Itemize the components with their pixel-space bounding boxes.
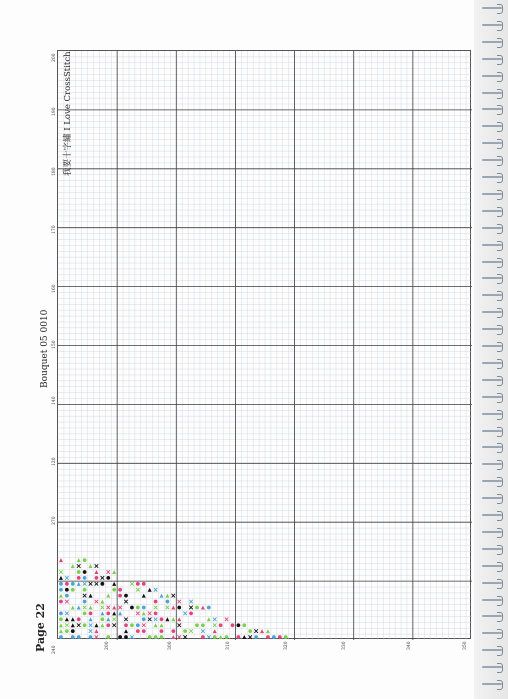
stitch-symbol xyxy=(136,612,140,616)
stitch-symbol xyxy=(83,594,87,598)
binding-ring xyxy=(482,156,504,165)
stitch-symbol xyxy=(219,623,223,627)
stitch-symbol xyxy=(106,594,110,598)
stitch-symbol xyxy=(95,576,99,580)
stitch-symbol xyxy=(71,617,75,621)
stitch-symbol xyxy=(154,623,158,627)
stitch-symbol xyxy=(130,582,134,586)
stitch-symbol xyxy=(266,635,270,639)
stitch-symbol xyxy=(148,618,152,622)
bottom-tick-label: 340 xyxy=(407,641,412,650)
stitch-symbol xyxy=(177,606,181,610)
binding-ring xyxy=(482,443,504,452)
stitch-symbol xyxy=(225,618,229,622)
binding-ring xyxy=(482,596,504,605)
binding-ring xyxy=(482,427,504,436)
stitch-symbol xyxy=(83,582,87,586)
binding-ring xyxy=(482,291,504,300)
stitch-symbol xyxy=(154,635,158,639)
binding-ring xyxy=(482,663,504,672)
stitch-symbol xyxy=(77,576,81,580)
stitch-symbol xyxy=(59,588,63,592)
binding-ring xyxy=(482,494,504,503)
stitch-symbol xyxy=(213,623,217,627)
stitch-symbol xyxy=(77,564,81,568)
binding-ring xyxy=(482,562,504,571)
binding-ring xyxy=(482,122,504,131)
left-tick-label: 190 xyxy=(52,107,57,116)
binding-ring xyxy=(482,139,504,148)
stitch-symbol xyxy=(65,582,69,586)
stitch-symbol xyxy=(225,635,229,639)
binding-ring xyxy=(482,173,504,182)
stitch-symbol xyxy=(130,623,134,627)
stitch-symbol xyxy=(136,629,140,633)
chart-grid xyxy=(58,51,472,640)
stitch-symbol xyxy=(112,588,116,592)
binding-ring xyxy=(482,477,504,486)
stitch-symbol xyxy=(160,617,164,621)
stitch-symbol xyxy=(171,635,175,639)
binding-ring xyxy=(482,89,504,98)
binding-ring xyxy=(482,38,504,47)
stitch-symbol xyxy=(242,635,246,639)
stitch-symbol xyxy=(100,623,104,627)
stitch-symbol xyxy=(136,588,140,592)
binding-ring xyxy=(482,190,504,199)
stitch-symbol xyxy=(124,618,128,622)
stitch-symbol xyxy=(201,623,205,627)
left-tick-label: 120 xyxy=(52,457,57,466)
stitch-symbol xyxy=(118,611,122,615)
stitch-symbol xyxy=(136,582,140,586)
stitch-symbol xyxy=(130,635,134,639)
left-tick-label: 160 xyxy=(52,284,57,293)
binding-ring xyxy=(482,274,504,283)
stitch-symbol xyxy=(260,629,264,633)
stitch-symbol xyxy=(159,594,163,598)
stitch-symbol xyxy=(213,635,217,639)
stitch-symbol xyxy=(59,600,63,604)
stitch-symbol xyxy=(83,623,87,627)
stitch-symbol xyxy=(124,629,128,633)
stitch-symbol xyxy=(89,635,93,639)
stitch-symbol xyxy=(254,629,258,633)
binding-ring xyxy=(482,545,504,554)
stitch-symbol xyxy=(59,617,63,621)
stitch-symbol xyxy=(59,576,63,580)
binding-ring xyxy=(482,308,504,317)
stitch-symbol xyxy=(101,576,105,580)
stitch-symbol xyxy=(154,618,158,622)
stitch-symbol xyxy=(106,576,110,580)
stitch-symbol xyxy=(165,617,169,621)
stitch-symbol xyxy=(189,611,193,615)
stitch-symbol xyxy=(207,635,211,639)
stitch-symbol xyxy=(160,629,164,633)
stitch-symbol xyxy=(77,617,81,621)
bottom-tick-label: 300 xyxy=(168,641,173,650)
stitch-symbol xyxy=(189,606,193,610)
stitch-symbol xyxy=(112,623,116,627)
stitch-symbol xyxy=(59,611,63,615)
binding-ring xyxy=(482,460,504,469)
stitch-symbol xyxy=(65,594,69,598)
stitch-symbol xyxy=(71,588,75,592)
stitch-symbol xyxy=(154,588,158,592)
stitch-symbol xyxy=(213,629,217,633)
stitch-symbol xyxy=(166,600,170,604)
stitch-symbol xyxy=(207,606,211,610)
stitch-symbol xyxy=(248,629,252,633)
stitch-symbol xyxy=(236,635,240,639)
binding-ring xyxy=(482,241,504,250)
binding-ring xyxy=(482,207,504,216)
stitch-symbol xyxy=(154,606,158,610)
stitch-symbol xyxy=(172,594,176,598)
stitch-symbol xyxy=(177,600,181,604)
stitch-symbol xyxy=(89,564,93,568)
left-tick-label: 150 xyxy=(52,340,57,349)
stitch-symbol xyxy=(159,623,163,627)
binding-ring xyxy=(482,72,504,81)
stitch-symbol xyxy=(100,600,104,604)
stitch-symbol xyxy=(195,623,199,627)
stitch-symbol xyxy=(124,594,128,598)
stitch-symbol xyxy=(95,582,99,586)
left-tick-label: 240 xyxy=(52,645,57,654)
binding-ring xyxy=(482,528,504,537)
stitch-symbol xyxy=(231,623,235,627)
binding-ring xyxy=(482,258,504,267)
stitch-symbol xyxy=(71,564,75,568)
stitch-symbol xyxy=(201,635,205,639)
stitch-symbol xyxy=(171,617,175,621)
stitch-symbol xyxy=(71,605,75,609)
stitch-symbol xyxy=(207,617,211,621)
stitch-symbol xyxy=(148,612,152,616)
stitch-symbol xyxy=(136,623,140,627)
stitch-symbol xyxy=(89,617,93,621)
stitch-symbol xyxy=(142,606,146,610)
stitch-symbol xyxy=(77,582,81,586)
stitch-symbol xyxy=(94,629,98,633)
left-tick-label: 180 xyxy=(52,167,57,176)
stitch-symbol xyxy=(106,611,110,615)
stitch-symbol xyxy=(65,588,69,592)
stitch-symbol xyxy=(236,623,240,627)
stitch-symbol xyxy=(160,635,164,639)
binding-ring xyxy=(482,629,504,638)
stitch-symbol xyxy=(71,623,75,627)
stitch-symbol xyxy=(59,558,63,562)
stitch-symbol xyxy=(100,611,104,615)
stitch-symbol xyxy=(77,558,81,562)
stitch-symbol xyxy=(59,635,63,639)
stitch-symbol xyxy=(59,570,63,574)
stitch-symbol xyxy=(201,629,205,633)
binding-ring xyxy=(482,224,504,233)
stitch-symbol xyxy=(71,635,75,639)
spiral-binding xyxy=(482,4,506,694)
stitch-symbol xyxy=(65,629,69,633)
stitch-symbol xyxy=(183,612,187,616)
binding-ring xyxy=(482,393,504,402)
stitch-symbol xyxy=(272,635,276,639)
stitch-symbol xyxy=(118,588,122,592)
stitch-symbol xyxy=(101,606,105,610)
stitch-symbol xyxy=(118,606,122,610)
brand-name: 我要十字繡 I Love CrossStitch xyxy=(63,51,73,176)
stitch-symbol xyxy=(83,600,87,604)
stitch-symbol xyxy=(83,576,87,580)
left-tick-label: 270 xyxy=(52,516,57,525)
binding-ring xyxy=(482,646,504,655)
stitch-symbol xyxy=(148,635,152,639)
stitch-symbol xyxy=(142,594,146,598)
stitch-symbol xyxy=(219,635,223,639)
stitch-symbol xyxy=(59,629,63,633)
stitch-symbol xyxy=(112,618,116,622)
stitch-symbol xyxy=(106,635,110,639)
stitch-symbol xyxy=(112,582,116,586)
stitch-symbol xyxy=(59,623,63,627)
stitch-symbol xyxy=(154,611,158,615)
stitch-symbol xyxy=(100,582,104,586)
stitch-symbol xyxy=(106,617,110,621)
stitch-symbol xyxy=(65,576,69,580)
binding-ring xyxy=(482,410,504,419)
binding-ring xyxy=(482,680,504,689)
stitch-symbol xyxy=(142,617,146,621)
stitch-symbol xyxy=(83,570,87,574)
stitch-symbol xyxy=(83,588,87,592)
binding-ring xyxy=(482,342,504,351)
stitch-symbol xyxy=(166,606,170,610)
binding-ring xyxy=(482,325,504,334)
stitch-symbol xyxy=(77,605,81,609)
stitch-symbol xyxy=(189,629,193,633)
stitch-symbol xyxy=(83,558,87,562)
cross-stitch-chart xyxy=(57,50,471,639)
stitch-symbol xyxy=(89,611,93,615)
stitch-symbol xyxy=(112,570,116,574)
stitch-symbol xyxy=(124,623,128,627)
stitch-symbol xyxy=(142,582,146,586)
stitch-symbol xyxy=(89,605,93,609)
binding-ring xyxy=(482,105,504,114)
stitch-symbol xyxy=(77,635,81,639)
stitch-symbol xyxy=(201,605,205,609)
stitch-symbol xyxy=(142,623,146,627)
page-number: Page 22 xyxy=(34,603,47,652)
stitch-symbol xyxy=(94,570,98,574)
stitch-symbol xyxy=(124,635,128,639)
stitch-symbol xyxy=(59,582,63,586)
stitch-symbol xyxy=(171,629,175,633)
binding-ring xyxy=(482,359,504,368)
binding-ring xyxy=(482,55,504,64)
stitch-symbol xyxy=(118,635,122,639)
left-tick-label: 200 xyxy=(52,53,57,62)
stitch-symbol xyxy=(77,570,81,574)
stitch-symbol xyxy=(94,623,98,627)
stitch-symbol xyxy=(112,605,116,609)
stitch-symbol xyxy=(65,612,69,616)
stitch-symbol xyxy=(118,594,122,598)
stitch-symbol xyxy=(89,623,93,627)
stitch-symbol xyxy=(142,611,146,615)
stitch-symbol xyxy=(183,629,187,633)
stitch-symbol xyxy=(106,606,110,610)
stitch-symbol xyxy=(124,600,128,604)
stitch-symbol xyxy=(148,588,152,592)
stitch-symbol xyxy=(254,635,258,639)
stitch-symbol xyxy=(65,600,69,604)
stitch-symbol xyxy=(284,635,288,639)
stitch-symbol xyxy=(177,617,181,621)
bottom-tick-label: 200 xyxy=(105,641,110,650)
binding-ring xyxy=(482,376,504,385)
stitch-symbol xyxy=(183,635,187,639)
stitch-symbol xyxy=(248,635,252,639)
stitch-symbol xyxy=(95,564,99,568)
bottom-tick-label: 320 xyxy=(284,641,289,650)
bottom-tick-label: 330 xyxy=(342,641,347,650)
stitch-symbol xyxy=(177,623,181,627)
stitch-symbol xyxy=(83,611,87,615)
stitch-symbol xyxy=(83,606,87,610)
stitch-symbol xyxy=(177,635,181,639)
binding-ring xyxy=(482,21,504,30)
stitch-symbol xyxy=(71,629,75,633)
stitch-symbol xyxy=(213,618,217,622)
stitch-symbol xyxy=(189,600,193,604)
stitch-symbol xyxy=(266,629,270,633)
left-tick-label: 170 xyxy=(52,225,57,234)
stitch-symbol xyxy=(95,600,99,604)
stitch-symbol xyxy=(106,570,110,574)
binding-ring xyxy=(482,579,504,588)
stitch-symbol xyxy=(112,611,116,615)
binding-ring xyxy=(482,511,504,520)
stitch-symbol xyxy=(95,635,99,639)
stitch-symbol xyxy=(242,623,246,627)
stitch-symbol xyxy=(130,606,134,610)
left-tick-label: 140 xyxy=(52,396,57,405)
stitch-symbol xyxy=(165,594,169,598)
stitch-symbol xyxy=(195,606,199,610)
stitch-symbol xyxy=(136,606,140,610)
bottom-tick-label: 350 xyxy=(463,641,468,650)
stitch-symbol xyxy=(154,600,158,604)
stitch-symbol xyxy=(59,594,63,598)
stitch-symbol xyxy=(89,629,93,633)
bottom-tick-label: 310 xyxy=(226,641,231,650)
stitch-symbol xyxy=(142,629,146,633)
stitch-symbol xyxy=(71,582,75,586)
binding-ring xyxy=(482,4,504,13)
binding-ring xyxy=(482,612,504,621)
stitch-symbol xyxy=(100,617,104,621)
stitch-symbol xyxy=(89,582,93,586)
stitch-symbol xyxy=(77,623,81,627)
stitch-symbol xyxy=(65,623,69,627)
stitch-symbol xyxy=(171,605,175,609)
stitch-symbol xyxy=(278,635,282,639)
pattern-title: Bouquet 05 0010 xyxy=(40,309,50,388)
stitch-symbol xyxy=(65,617,69,621)
stitch-symbol xyxy=(106,623,110,627)
stitch-symbol xyxy=(89,594,93,598)
